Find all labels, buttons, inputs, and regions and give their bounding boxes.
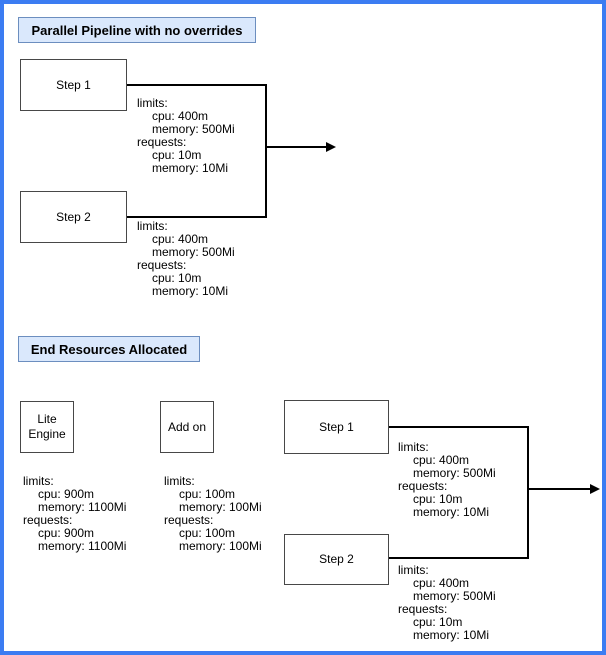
requests-cpu: cpu: 10m [152,271,202,285]
requests-label: requests: [137,135,187,149]
node-step1-top [20,59,127,111]
requests-label: requests: [23,513,73,527]
limits-label: limits: [23,474,54,488]
section-title-parallel-pipeline: Parallel Pipeline with no overrides [18,17,256,43]
node-step1-bottom [284,400,389,454]
limits-cpu: cpu: 400m [152,109,209,123]
limits-memory: memory: 100Mi [179,500,262,514]
node-add-on-label: Add on [167,419,207,434]
requests-memory: memory: 10Mi [413,628,490,642]
limits-memory: memory: 500Mi [152,122,235,136]
limits-label: limits: [137,219,168,233]
arrow-top-head-icon [326,142,336,152]
arrow-top-line [266,146,327,148]
node-step1-top-label: Step 1 [56,77,91,92]
node-step2-bottom-label: Step 2 [319,552,354,566]
limits-memory: memory: 500Mi [413,466,496,480]
requests-memory: memory: 1100Mi [38,539,127,553]
resources-step1-bottom [398,441,496,519]
requests-cpu: cpu: 10m [413,615,463,629]
resources-step2-bottom [398,564,496,642]
limits-cpu: cpu: 400m [413,453,470,467]
requests-memory: memory: 10Mi [413,505,490,519]
arrow-bottom-head-icon [590,484,600,494]
requests-cpu: cpu: 10m [413,492,463,506]
connector-step2-top-line [127,216,267,218]
limits-cpu: cpu: 900m [38,487,95,501]
limits-label: limits: [398,563,429,577]
limits-label: limits: [137,96,168,110]
limits-memory: memory: 500Mi [152,245,235,259]
connector-step1-bottom-line [389,426,529,428]
node-add-on [160,401,214,453]
connector-merge-bottom-line [527,426,529,559]
connector-step1-top-line [127,84,267,86]
resources-add-on [164,475,262,553]
requests-label: requests: [398,479,448,493]
requests-label: requests: [398,602,448,616]
requests-memory: memory: 100Mi [179,539,262,553]
connector-step2-bottom-line [389,557,529,559]
requests-cpu: cpu: 10m [152,148,202,162]
limits-cpu: cpu: 400m [413,576,470,590]
node-lite-engine [20,401,74,453]
node-step1-bottom-label: Step 1 [319,419,354,434]
requests-label: requests: [164,513,214,527]
requests-memory: memory: 10Mi [152,161,229,175]
limits-label: limits: [164,474,195,488]
requests-cpu: cpu: 900m [38,526,95,540]
node-step2-bottom [284,534,389,585]
section-title-end-resources: End Resources Allocated [18,336,200,362]
node-step2-top [20,191,127,243]
limits-memory: memory: 1100Mi [38,500,127,514]
limits-cpu: cpu: 400m [152,232,209,246]
resources-step1-top [137,97,235,175]
limits-cpu: cpu: 100m [179,487,236,501]
resources-lite-engine [23,475,126,553]
connector-merge-top-line [265,84,267,218]
limits-memory: memory: 500Mi [413,589,496,603]
node-step2-top-label: Step 2 [56,209,91,224]
arrow-bottom-line [528,488,591,490]
requests-cpu: cpu: 100m [179,526,236,540]
requests-memory: memory: 10Mi [152,284,229,298]
requests-label: requests: [137,258,187,272]
node-lite-engine-label: Lite Engine [28,412,66,441]
resources-step2-top [137,220,235,298]
limits-label: limits: [398,440,429,454]
